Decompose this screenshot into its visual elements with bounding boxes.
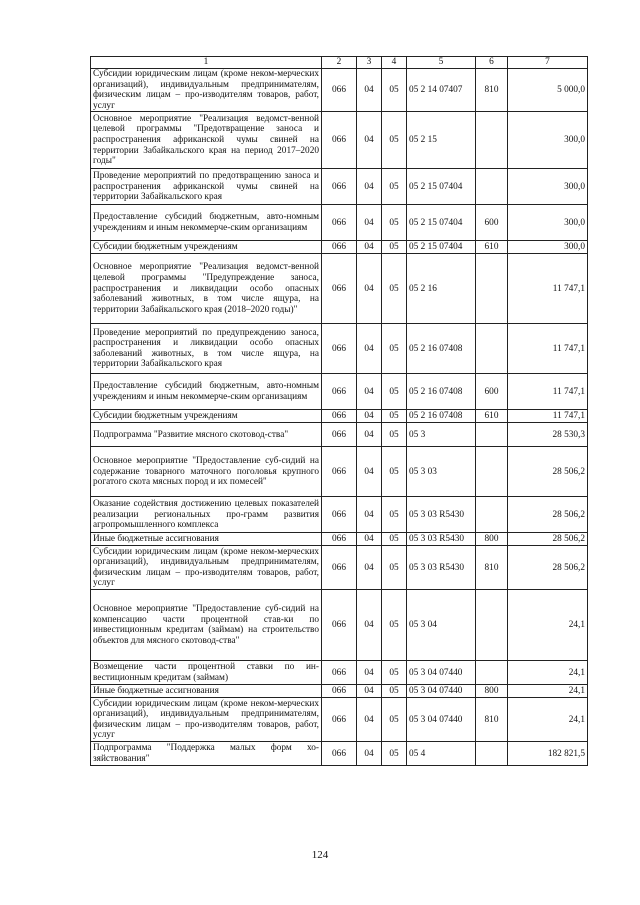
expense-type-cell bbox=[476, 254, 508, 324]
subsection-code-cell: 05 bbox=[382, 533, 407, 546]
target-article-cell: 05 2 16 07408 bbox=[407, 324, 476, 374]
table-row bbox=[91, 69, 588, 112]
subsection-code-cell: 05 bbox=[382, 254, 407, 324]
column-header: 2 bbox=[322, 57, 357, 69]
subsection-code-cell: 05 bbox=[382, 685, 407, 698]
amount-cell: 24,1 bbox=[508, 685, 588, 698]
target-article-cell: 05 2 14 07407 bbox=[407, 69, 476, 112]
target-article-cell: 05 2 16 07408 bbox=[407, 410, 476, 423]
section-code-cell: 04 bbox=[357, 533, 382, 546]
target-article-cell: 05 3 04 bbox=[407, 590, 476, 661]
ministry-code-cell: 066 bbox=[322, 546, 357, 590]
column-header: 4 bbox=[382, 57, 407, 69]
table-row bbox=[91, 590, 588, 661]
amount-cell: 300,0 bbox=[508, 169, 588, 205]
item-name-cell: Основное мероприятие "Предоставление суб-сидий на содержание товарного маточного поголовья крупного рогатого скота мясных пород и их помесей" bbox=[91, 447, 322, 497]
ministry-code-cell: 066 bbox=[322, 423, 357, 447]
table-header-row bbox=[91, 57, 588, 69]
subsection-code-cell: 05 bbox=[382, 447, 407, 497]
section-code-cell: 04 bbox=[357, 661, 382, 685]
target-article-cell: 05 3 04 07440 bbox=[407, 661, 476, 685]
section-code-cell: 04 bbox=[357, 169, 382, 205]
item-name-cell: Подпрограмма "Поддержка малых форм хо-зяйствования" bbox=[91, 742, 322, 766]
target-article-cell: 05 3 bbox=[407, 423, 476, 447]
target-article-cell: 05 3 03 R5430 bbox=[407, 497, 476, 533]
section-code-cell: 04 bbox=[357, 205, 382, 241]
subsection-code-cell: 05 bbox=[382, 698, 407, 742]
ministry-code-cell: 066 bbox=[322, 698, 357, 742]
item-name-cell: Основное мероприятие "Реализация ведомст-венной целевой программы "Предотвращение заноса и распространения африканской чумы свиней на территории Забайкальского края на период 2017–2020 годы" bbox=[91, 112, 322, 169]
subsection-code-cell: 05 bbox=[382, 112, 407, 169]
subsection-code-cell: 05 bbox=[382, 169, 407, 205]
subsection-code-cell: 05 bbox=[382, 410, 407, 423]
item-name-cell: Основное мероприятие "Реализация ведомст-венной целевой программы "Предупреждение заноса, распространения и ликвидации особо опасных заболеваний животных, в том числе ящура, на территории Забайкальского края (2018–2020 годы)" bbox=[91, 254, 322, 324]
target-article-cell: 05 2 16 07408 bbox=[407, 374, 476, 410]
ministry-code-cell: 066 bbox=[322, 661, 357, 685]
subsection-code-cell: 05 bbox=[382, 497, 407, 533]
item-name-cell: Субсидии юридическим лицам (кроме неком-мерческих организаций), индивидуальным предпринимателям, физическим лицам – про-изводителям товаров, работ, услуг bbox=[91, 698, 322, 742]
section-code-cell: 04 bbox=[357, 590, 382, 661]
table-row bbox=[91, 241, 588, 254]
amount-cell: 11 747,1 bbox=[508, 410, 588, 423]
column-header: 3 bbox=[357, 57, 382, 69]
expense-type-cell: 610 bbox=[476, 241, 508, 254]
subsection-code-cell: 05 bbox=[382, 374, 407, 410]
item-name-cell: Предоставление субсидий бюджетным, авто-номным учреждениям и иным некоммерче-ским организациям bbox=[91, 205, 322, 241]
target-article-cell: 05 2 16 bbox=[407, 254, 476, 324]
amount-cell: 5 000,0 bbox=[508, 69, 588, 112]
target-article-cell: 05 2 15 07404 bbox=[407, 169, 476, 205]
section-code-cell: 04 bbox=[357, 324, 382, 374]
table-row bbox=[91, 742, 588, 766]
expense-type-cell bbox=[476, 423, 508, 447]
column-header: 5 bbox=[407, 57, 476, 69]
section-code-cell: 04 bbox=[357, 423, 382, 447]
table-row bbox=[91, 324, 588, 374]
section-code-cell: 04 bbox=[357, 742, 382, 766]
section-code-cell: 04 bbox=[357, 497, 382, 533]
table-row bbox=[91, 698, 588, 742]
amount-cell: 11 747,1 bbox=[508, 374, 588, 410]
subsection-code-cell: 05 bbox=[382, 546, 407, 590]
ministry-code-cell: 066 bbox=[322, 590, 357, 661]
budget-table bbox=[90, 56, 588, 766]
section-code-cell: 04 bbox=[357, 374, 382, 410]
expense-type-cell bbox=[476, 112, 508, 169]
subsection-code-cell: 05 bbox=[382, 661, 407, 685]
table-row bbox=[91, 254, 588, 324]
column-header: 6 bbox=[476, 57, 508, 69]
table-row bbox=[91, 169, 588, 205]
table-row bbox=[91, 533, 588, 546]
ministry-code-cell: 066 bbox=[322, 497, 357, 533]
expense-type-cell: 810 bbox=[476, 69, 508, 112]
section-code-cell: 04 bbox=[357, 698, 382, 742]
amount-cell: 300,0 bbox=[508, 241, 588, 254]
amount-cell: 11 747,1 bbox=[508, 324, 588, 374]
section-code-cell: 04 bbox=[357, 410, 382, 423]
amount-cell: 24,1 bbox=[508, 661, 588, 685]
item-name-cell: Оказание содействия достижению целевых показателей реализации региональных про-грамм развития агропромышленного комплекса bbox=[91, 497, 322, 533]
target-article-cell: 05 3 03 R5430 bbox=[407, 533, 476, 546]
subsection-code-cell: 05 bbox=[382, 423, 407, 447]
item-name-cell: Предоставление субсидий бюджетным, авто-номным учреждениям и иным некоммерче-ским организациям bbox=[91, 374, 322, 410]
expense-type-cell bbox=[476, 497, 508, 533]
amount-cell: 28 506,2 bbox=[508, 546, 588, 590]
table-row bbox=[91, 423, 588, 447]
page-number: 124 bbox=[311, 849, 329, 861]
table-row bbox=[91, 447, 588, 497]
target-article-cell: 05 3 04 07440 bbox=[407, 685, 476, 698]
item-name-cell: Основное мероприятие "Предоставление суб-сидий на компенсацию части процентной став-ки по инвестиционным кредитам (займам) на строительство объектов для мясного скотовод-ства" bbox=[91, 590, 322, 661]
ministry-code-cell: 066 bbox=[322, 742, 357, 766]
target-article-cell: 05 3 03 bbox=[407, 447, 476, 497]
table-row bbox=[91, 497, 588, 533]
amount-cell: 300,0 bbox=[508, 205, 588, 241]
expense-type-cell: 600 bbox=[476, 374, 508, 410]
subsection-code-cell: 05 bbox=[382, 590, 407, 661]
table-row bbox=[91, 410, 588, 423]
amount-cell: 24,1 bbox=[508, 698, 588, 742]
expense-type-cell bbox=[476, 661, 508, 685]
expense-type-cell: 810 bbox=[476, 698, 508, 742]
expense-type-cell: 810 bbox=[476, 546, 508, 590]
column-header: 1 bbox=[91, 57, 322, 69]
section-code-cell: 04 bbox=[357, 69, 382, 112]
target-article-cell: 05 3 04 07440 bbox=[407, 698, 476, 742]
subsection-code-cell: 05 bbox=[382, 241, 407, 254]
target-article-cell: 05 2 15 07404 bbox=[407, 241, 476, 254]
item-name-cell: Субсидии юридическим лицам (кроме неком-мерческих организаций), индивидуальным предпринимателям, физическим лицам – про-изводителям товаров, работ, услуг bbox=[91, 546, 322, 590]
section-code-cell: 04 bbox=[357, 685, 382, 698]
item-name-cell: Субсидии бюджетным учреждениям bbox=[91, 241, 322, 254]
expense-type-cell: 600 bbox=[476, 205, 508, 241]
item-name-cell: Подпрограмма "Развитие мясного скотовод-ства" bbox=[91, 423, 322, 447]
ministry-code-cell: 066 bbox=[322, 205, 357, 241]
expense-type-cell: 800 bbox=[476, 533, 508, 546]
column-header: 7 bbox=[508, 57, 588, 69]
ministry-code-cell: 066 bbox=[322, 324, 357, 374]
table-row bbox=[91, 685, 588, 698]
amount-cell: 182 821,5 bbox=[508, 742, 588, 766]
table-row bbox=[91, 205, 588, 241]
item-name-cell: Субсидии бюджетным учреждениям bbox=[91, 410, 322, 423]
ministry-code-cell: 066 bbox=[322, 533, 357, 546]
target-article-cell: 05 2 15 bbox=[407, 112, 476, 169]
table-row bbox=[91, 112, 588, 169]
expense-type-cell bbox=[476, 447, 508, 497]
expense-type-cell bbox=[476, 742, 508, 766]
subsection-code-cell: 05 bbox=[382, 742, 407, 766]
ministry-code-cell: 066 bbox=[322, 685, 357, 698]
ministry-code-cell: 066 bbox=[322, 254, 357, 324]
target-article-cell: 05 2 15 07404 bbox=[407, 205, 476, 241]
item-name-cell: Иные бюджетные ассигнования bbox=[91, 685, 322, 698]
ministry-code-cell: 066 bbox=[322, 169, 357, 205]
amount-cell: 28 506,2 bbox=[508, 447, 588, 497]
expense-type-cell bbox=[476, 324, 508, 374]
expense-type-cell bbox=[476, 169, 508, 205]
table-row bbox=[91, 546, 588, 590]
subsection-code-cell: 05 bbox=[382, 69, 407, 112]
section-code-cell: 04 bbox=[357, 241, 382, 254]
amount-cell: 300,0 bbox=[508, 112, 588, 169]
expense-type-cell bbox=[476, 590, 508, 661]
item-name-cell: Иные бюджетные ассигнования bbox=[91, 533, 322, 546]
ministry-code-cell: 066 bbox=[322, 112, 357, 169]
subsection-code-cell: 05 bbox=[382, 324, 407, 374]
ministry-code-cell: 066 bbox=[322, 374, 357, 410]
table-row bbox=[91, 374, 588, 410]
ministry-code-cell: 066 bbox=[322, 447, 357, 497]
amount-cell: 28 530,3 bbox=[508, 423, 588, 447]
section-code-cell: 04 bbox=[357, 112, 382, 169]
item-name-cell: Проведение мероприятий по предупреждению заноса, распространения и ликвидации особо опасных заболеваний животных, в том числе ящура, на территории Забайкальского края bbox=[91, 324, 322, 374]
amount-cell: 24,1 bbox=[508, 590, 588, 661]
section-code-cell: 04 bbox=[357, 447, 382, 497]
item-name-cell: Субсидии юридическим лицам (кроме неком-мерческих организаций), индивидуальным предпринимателям, физическим лицам – про-изводителям товаров, работ, услуг bbox=[91, 69, 322, 112]
item-name-cell: Проведение мероприятий по предотвращению заноса и распространения африканской чумы свиней на территории Забайкальского края bbox=[91, 169, 322, 205]
section-code-cell: 04 bbox=[357, 254, 382, 324]
expense-type-cell: 610 bbox=[476, 410, 508, 423]
item-name-cell: Возмещение части процентной ставки по ин-вестиционным кредитам (займам) bbox=[91, 661, 322, 685]
target-article-cell: 05 4 bbox=[407, 742, 476, 766]
section-code-cell: 04 bbox=[357, 546, 382, 590]
table-row bbox=[91, 661, 588, 685]
ministry-code-cell: 066 bbox=[322, 410, 357, 423]
amount-cell: 11 747,1 bbox=[508, 254, 588, 324]
ministry-code-cell: 066 bbox=[322, 241, 357, 254]
ministry-code-cell: 066 bbox=[322, 69, 357, 112]
amount-cell: 28 506,2 bbox=[508, 497, 588, 533]
target-article-cell: 05 3 03 R5430 bbox=[407, 546, 476, 590]
amount-cell: 28 506,2 bbox=[508, 533, 588, 546]
expense-type-cell: 800 bbox=[476, 685, 508, 698]
subsection-code-cell: 05 bbox=[382, 205, 407, 241]
